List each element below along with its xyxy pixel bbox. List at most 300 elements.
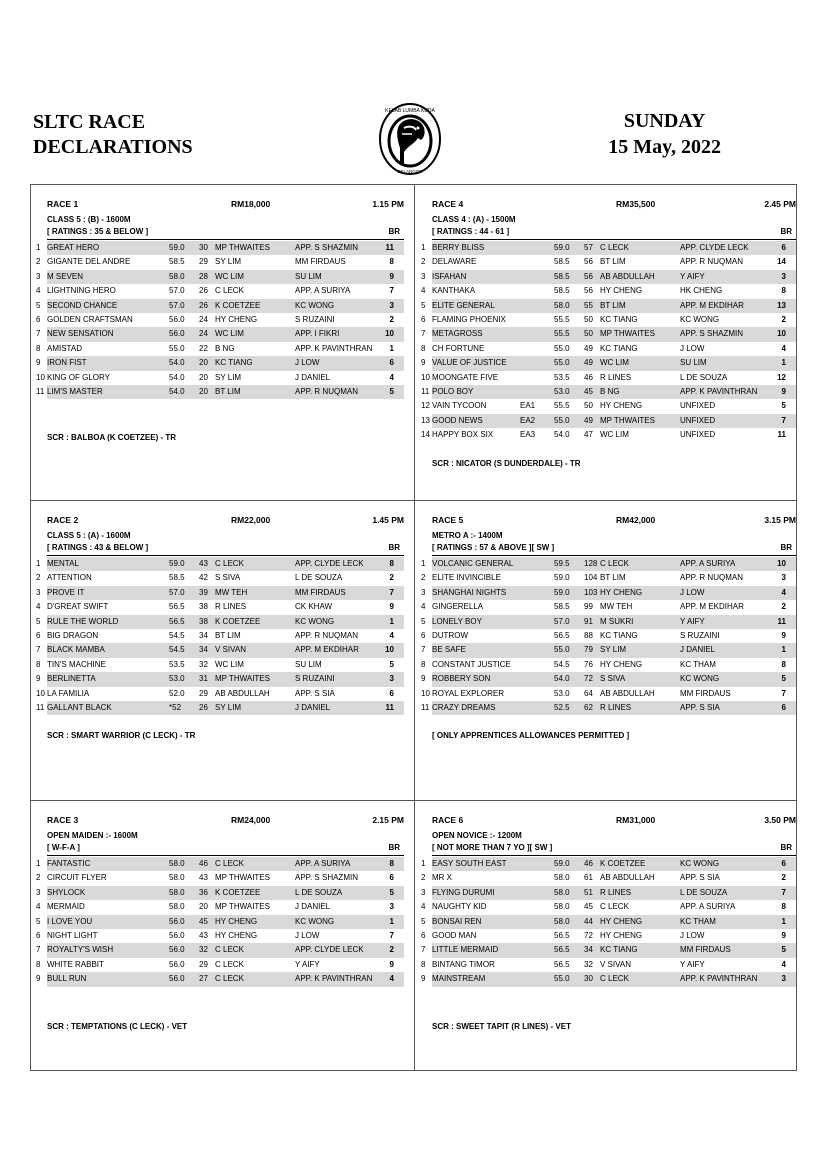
handicap-weight: 55.0 bbox=[554, 358, 570, 368]
barrier-draw: 8 bbox=[781, 286, 786, 296]
handicap-weight: 53.5 bbox=[169, 659, 185, 669]
trainer-name: C LECK bbox=[215, 974, 244, 984]
horse-rating: 20 bbox=[199, 372, 208, 382]
trainer-name: R LINES bbox=[600, 372, 632, 382]
runner-row bbox=[36, 857, 404, 871]
handicap-weight: 54.5 bbox=[554, 659, 570, 669]
handicap-weight: 59.0 bbox=[554, 587, 570, 597]
jockey-name: Y AIFY bbox=[680, 271, 705, 281]
horse-rating: 72 bbox=[584, 674, 593, 684]
runner-number: 1 bbox=[421, 559, 426, 568]
handicap-weight: 58.0 bbox=[169, 873, 185, 883]
runner-list bbox=[421, 857, 796, 987]
jockey-name: APP. S SHAZMIN bbox=[295, 873, 358, 883]
runner-row bbox=[36, 886, 404, 900]
trainer-name: WC LIM bbox=[600, 358, 629, 368]
runner-row bbox=[36, 972, 404, 986]
trainer-name: AB ABDULLAH bbox=[215, 688, 270, 698]
race-rating: [ RATINGS : 35 & BELOW ] bbox=[47, 227, 149, 236]
race-prize: RM22,000 bbox=[231, 515, 271, 525]
runner-row bbox=[421, 284, 796, 298]
race-name: RACE 6 bbox=[432, 815, 464, 825]
horse-rating: 30 bbox=[584, 974, 593, 984]
barrier-draw: 14 bbox=[777, 257, 786, 267]
runner-number: 3 bbox=[36, 271, 41, 281]
horse-rating: 22 bbox=[199, 343, 208, 353]
scratching-note: [ ONLY APPRENTICES ALLOWANCES PERMITTED ] bbox=[432, 731, 630, 740]
runner-number: 6 bbox=[421, 930, 426, 940]
runner-row bbox=[36, 943, 404, 957]
horse-rating: 36 bbox=[199, 887, 208, 897]
runner-row bbox=[421, 943, 796, 957]
horse-name: GREAT HERO bbox=[47, 243, 100, 252]
barrier-draw: 3 bbox=[389, 902, 394, 912]
trainer-name: BT LIM bbox=[600, 573, 626, 583]
runner-number: 6 bbox=[36, 630, 41, 640]
runner-row bbox=[36, 615, 404, 629]
handicap-weight: 54.0 bbox=[169, 358, 185, 368]
barrier-draw: 9 bbox=[389, 602, 394, 612]
jockey-name: APP. A SURIYA bbox=[295, 859, 351, 868]
barrier-draw: 5 bbox=[781, 401, 786, 411]
header-title bbox=[33, 110, 193, 160]
handicap-weight: 58.0 bbox=[169, 859, 185, 868]
handicap-weight: *52 bbox=[169, 702, 182, 712]
horse-name: VALUE OF JUSTICE bbox=[432, 358, 507, 368]
runner-row bbox=[421, 327, 796, 341]
jockey-name: KC WONG bbox=[680, 674, 720, 684]
horse-name: SHANGHAI NIGHTS bbox=[432, 587, 507, 597]
handicap-weight: 57.0 bbox=[554, 616, 570, 626]
title-line-1: SLTC RACE bbox=[33, 111, 146, 133]
barrier-draw: 7 bbox=[389, 587, 394, 597]
horse-name: TIN'S MACHINE bbox=[47, 659, 106, 669]
horse-rating: 34 bbox=[199, 645, 208, 655]
jockey-name: L DE SOUZA bbox=[295, 887, 343, 897]
runner-number: 2 bbox=[421, 257, 426, 267]
runner-row bbox=[36, 600, 404, 614]
jockey-name: J DANIEL bbox=[295, 702, 331, 712]
horse-name: ELITE GENERAL bbox=[432, 300, 495, 310]
trainer-name: MP THWAITES bbox=[215, 902, 270, 912]
horse-rating: 38 bbox=[199, 616, 208, 626]
horse-rating: 34 bbox=[584, 945, 593, 955]
handicap-weight: 58.0 bbox=[554, 887, 570, 897]
runner-number: 3 bbox=[36, 587, 41, 597]
runner-number: 11 bbox=[36, 386, 45, 396]
runner-number: 6 bbox=[421, 314, 426, 324]
runner-number: 6 bbox=[36, 314, 41, 324]
runner-row bbox=[36, 385, 404, 399]
runner-row bbox=[421, 687, 796, 701]
trainer-name: HY CHENG bbox=[215, 916, 258, 926]
runner-number: 7 bbox=[421, 945, 426, 955]
race-prize: RM24,000 bbox=[231, 815, 271, 825]
horse-name: BLACK MAMBA bbox=[47, 645, 105, 655]
horse-rating: 46 bbox=[584, 859, 593, 868]
race-class: OPEN MAIDEN :- 1600M bbox=[47, 831, 138, 840]
barrier-draw: 2 bbox=[389, 945, 394, 955]
trainer-name: S SIVA bbox=[215, 573, 241, 583]
horse-name: GIGANTE DEL ANDRE bbox=[47, 257, 131, 267]
grid-divider-vertical bbox=[414, 185, 415, 1070]
barrier-draw: 7 bbox=[389, 930, 394, 940]
race-panel-6 bbox=[421, 815, 796, 1115]
runner-row bbox=[421, 958, 796, 972]
horse-rating: 29 bbox=[199, 959, 208, 969]
jockey-name: APP. M EKDIHAR bbox=[295, 645, 359, 655]
horse-rating: 76 bbox=[584, 659, 593, 669]
race-panel-3 bbox=[36, 515, 404, 815]
trainer-name: HY CHENG bbox=[215, 930, 258, 940]
jockey-name: APP. CLYDE LECK bbox=[295, 559, 364, 568]
horse-rating: 99 bbox=[584, 602, 593, 612]
horse-name: POLO BOY bbox=[432, 386, 474, 396]
handicap-weight: 54.0 bbox=[554, 430, 570, 440]
horse-rating: 50 bbox=[584, 314, 593, 324]
jockey-name: MM FIRDAUS bbox=[295, 587, 346, 597]
handicap-weight: 55.0 bbox=[554, 415, 570, 425]
horse-name: KANTHAKA bbox=[432, 286, 476, 296]
handicap-weight: 52.5 bbox=[554, 702, 570, 712]
handicap-weight: 58.0 bbox=[554, 300, 570, 310]
race-name: RACE 1 bbox=[47, 199, 79, 209]
horse-rating: 104 bbox=[584, 573, 598, 583]
runner-number: 9 bbox=[421, 974, 426, 984]
runner-row bbox=[421, 672, 796, 686]
jockey-name: APP. M EKDIHAR bbox=[680, 300, 744, 310]
race-header bbox=[47, 199, 404, 213]
barrier-draw: 10 bbox=[777, 559, 786, 568]
barrier-draw: 8 bbox=[781, 902, 786, 912]
runner-number: 7 bbox=[36, 329, 41, 339]
handicap-weight: 54.0 bbox=[169, 386, 185, 396]
runner-number: 14 bbox=[421, 430, 430, 440]
runner-row bbox=[421, 701, 796, 715]
runner-row bbox=[421, 886, 796, 900]
jockey-name: APP. CLYDE LECK bbox=[680, 243, 749, 252]
jockey-name: UNFIXED bbox=[680, 401, 716, 411]
barrier-draw: 5 bbox=[389, 659, 394, 669]
race-header bbox=[432, 815, 796, 829]
jockey-name: SU LIM bbox=[295, 659, 322, 669]
barrier-draw: 12 bbox=[777, 372, 786, 382]
horse-rating: 26 bbox=[199, 702, 208, 712]
trainer-name: HY CHENG bbox=[600, 286, 643, 296]
jockey-name: J LOW bbox=[295, 358, 320, 368]
horse-name: HAPPY BOX SIX bbox=[432, 430, 494, 440]
horse-rating: 43 bbox=[199, 873, 208, 883]
club-logo bbox=[374, 100, 446, 178]
scratching-note: SCR : SMART WARRIOR (C LECK) - TR bbox=[47, 731, 196, 740]
runner-row bbox=[36, 571, 404, 585]
runner-row bbox=[421, 643, 796, 657]
race-panel-1 bbox=[36, 199, 404, 499]
barrier-draw: 4 bbox=[781, 959, 786, 969]
emergency-acceptor: EA2 bbox=[520, 415, 536, 425]
handicap-weight: 56.5 bbox=[554, 959, 570, 969]
trainer-name: MP THWAITES bbox=[215, 873, 270, 883]
handicap-weight: 56.0 bbox=[169, 930, 185, 940]
runner-row bbox=[421, 255, 796, 269]
runner-list bbox=[36, 241, 404, 399]
horse-name: VAIN TYCOON bbox=[432, 401, 487, 411]
barrier-header: BR bbox=[388, 227, 400, 236]
barrier-draw: 3 bbox=[781, 271, 786, 281]
handicap-weight: 57.0 bbox=[169, 587, 185, 597]
trainer-name: B NG bbox=[215, 343, 235, 353]
horse-rating: 26 bbox=[199, 286, 208, 296]
barrier-draw: 13 bbox=[777, 300, 786, 310]
jockey-name: SU LIM bbox=[295, 271, 322, 281]
trainer-name: V SIVAN bbox=[215, 645, 246, 655]
runner-number: 5 bbox=[36, 616, 41, 626]
runner-number: 2 bbox=[36, 257, 41, 267]
horse-rating: 88 bbox=[584, 630, 593, 640]
race-rating-row bbox=[47, 543, 404, 556]
horse-name: CONSTANT JUSTICE bbox=[432, 659, 511, 669]
runner-row bbox=[36, 371, 404, 385]
horse-rating: 45 bbox=[584, 902, 593, 912]
race-panel-4 bbox=[421, 515, 796, 815]
runner-row bbox=[421, 915, 796, 929]
handicap-weight: 54.5 bbox=[169, 630, 185, 640]
horse-rating: 20 bbox=[199, 358, 208, 368]
handicap-weight: 58.5 bbox=[554, 271, 570, 281]
handicap-weight: 59.0 bbox=[554, 859, 570, 868]
scratching-note: SCR : SWEET TAPIT (R LINES) - VET bbox=[432, 1022, 571, 1031]
title-line-2: DECLARATIONS bbox=[33, 136, 193, 158]
runner-row bbox=[36, 327, 404, 341]
horse-name: ROYALTY'S WISH bbox=[47, 945, 114, 955]
handicap-weight: 59.0 bbox=[554, 573, 570, 583]
runner-number: 4 bbox=[421, 602, 426, 612]
race-time: 2.45 PM bbox=[764, 199, 796, 209]
trainer-name: C LECK bbox=[215, 559, 244, 568]
horse-name: KING OF GLORY bbox=[47, 372, 110, 382]
jockey-name: KC WONG bbox=[295, 916, 335, 926]
horse-name: GOOD MAN bbox=[432, 930, 477, 940]
horse-rating: 30 bbox=[199, 243, 208, 252]
trainer-name: C LECK bbox=[600, 974, 629, 984]
barrier-draw: 3 bbox=[781, 573, 786, 583]
horse-name: CH FORTUNE bbox=[432, 343, 485, 353]
jockey-name: MM FIRDAUS bbox=[680, 945, 731, 955]
race-class: METRO A :- 1400M bbox=[432, 531, 503, 540]
trainer-name: MP THWAITES bbox=[600, 329, 655, 339]
horse-rating: 91 bbox=[584, 616, 593, 626]
runner-row bbox=[421, 342, 796, 356]
runner-row bbox=[36, 629, 404, 643]
horse-name: LIGHTNING HERO bbox=[47, 286, 116, 296]
horse-name: SECOND CHANCE bbox=[47, 300, 118, 310]
jockey-name: APP. K PAVINTHRAN bbox=[295, 343, 373, 353]
trainer-name: C LECK bbox=[215, 959, 244, 969]
runner-row bbox=[36, 284, 404, 298]
runner-number: 7 bbox=[421, 329, 426, 339]
horse-name: GOLDEN CRAFTSMAN bbox=[47, 314, 133, 324]
horse-rating: 56 bbox=[584, 286, 593, 296]
race-rating: [ RATINGS : 57 & ABOVE ][ SW ] bbox=[432, 543, 555, 552]
runner-number: 10 bbox=[36, 688, 45, 698]
runner-number: 4 bbox=[421, 902, 426, 912]
horse-name: PROVE IT bbox=[47, 587, 85, 597]
runner-row bbox=[36, 356, 404, 370]
barrier-draw: 3 bbox=[389, 674, 394, 684]
jockey-name: APP. R NUQMAN bbox=[680, 257, 743, 267]
barrier-header: BR bbox=[780, 227, 792, 236]
horse-name: LITTLE MERMAID bbox=[432, 945, 499, 955]
jockey-name: APP. A SURIYA bbox=[295, 286, 351, 296]
barrier-draw: 9 bbox=[781, 930, 786, 940]
horse-rating: 62 bbox=[584, 702, 593, 712]
horse-name: EASY SOUTH EAST bbox=[432, 859, 507, 868]
runner-row bbox=[36, 958, 404, 972]
jockey-name: APP. M EKDIHAR bbox=[680, 602, 744, 612]
horse-name: ATTENTION bbox=[47, 573, 92, 583]
barrier-draw: 9 bbox=[781, 630, 786, 640]
jockey-name: MM FIRDAUS bbox=[680, 688, 731, 698]
runner-list bbox=[421, 557, 796, 715]
jockey-name: J DANIEL bbox=[295, 902, 331, 912]
race-prize: RM31,000 bbox=[616, 815, 656, 825]
logo-text-top: KELAB LUMBA KUDA bbox=[385, 108, 435, 114]
jockey-name: CK KHAW bbox=[295, 602, 333, 612]
barrier-draw: 6 bbox=[781, 702, 786, 712]
handicap-weight: 56.5 bbox=[554, 930, 570, 940]
barrier-draw: 6 bbox=[781, 243, 786, 252]
race-time: 3.15 PM bbox=[764, 515, 796, 525]
race-rating: [ W-F-A ] bbox=[47, 843, 80, 852]
horse-name: M SEVEN bbox=[47, 271, 84, 281]
jockey-name: L DE SOUZA bbox=[680, 372, 728, 382]
runner-number: 11 bbox=[421, 702, 430, 712]
barrier-draw: 6 bbox=[781, 859, 786, 868]
trainer-name: K COETZEE bbox=[215, 887, 261, 897]
trainer-name: C LECK bbox=[215, 286, 244, 296]
header-date-block bbox=[608, 108, 721, 160]
horse-rating: 79 bbox=[584, 645, 593, 655]
runner-number: 10 bbox=[421, 372, 430, 382]
trainer-name: MP THWAITES bbox=[600, 415, 655, 425]
barrier-draw: 2 bbox=[389, 573, 394, 583]
jockey-name: J LOW bbox=[680, 587, 705, 597]
barrier-draw: 8 bbox=[389, 559, 394, 568]
trainer-name: HY CHENG bbox=[600, 930, 643, 940]
horse-name: LA FAMILIA bbox=[47, 688, 90, 698]
runner-number: 9 bbox=[36, 974, 41, 984]
trainer-name: AB ABDULLAH bbox=[600, 271, 655, 281]
runner-row bbox=[36, 658, 404, 672]
trainer-name: BT LIM bbox=[600, 257, 626, 267]
horse-rating: 49 bbox=[584, 343, 593, 353]
handicap-weight: 53.5 bbox=[554, 372, 570, 382]
handicap-weight: 55.0 bbox=[554, 974, 570, 984]
runner-number: 4 bbox=[36, 902, 41, 912]
race-prize: RM42,000 bbox=[616, 515, 656, 525]
horse-rating: 46 bbox=[584, 372, 593, 382]
runner-number: 9 bbox=[36, 674, 41, 684]
barrier-draw: 11 bbox=[385, 243, 394, 252]
barrier-draw: 3 bbox=[389, 300, 394, 310]
horse-rating: 55 bbox=[584, 300, 593, 310]
race-day: SUNDAY bbox=[623, 110, 706, 132]
handicap-weight: 58.5 bbox=[169, 257, 185, 267]
handicap-weight: 55.5 bbox=[554, 329, 570, 339]
race-rating-row bbox=[432, 843, 796, 856]
handicap-weight: 54.0 bbox=[169, 372, 185, 382]
horse-name: BULL RUN bbox=[47, 974, 87, 984]
trainer-name: BT LIM bbox=[600, 300, 626, 310]
jockey-name: S RUZAINI bbox=[295, 674, 335, 684]
race-time: 2.15 PM bbox=[372, 815, 404, 825]
horse-rating: 27 bbox=[199, 974, 208, 984]
horse-rating: 50 bbox=[584, 329, 593, 339]
runner-row bbox=[36, 687, 404, 701]
runner-number: 8 bbox=[36, 959, 41, 969]
jockey-name: KC THAM bbox=[680, 659, 716, 669]
runner-row bbox=[421, 629, 796, 643]
horse-name: CIRCUIT FLYER bbox=[47, 873, 107, 883]
trainer-name: C LECK bbox=[215, 945, 244, 955]
runner-number: 2 bbox=[421, 573, 426, 583]
horse-rating: 31 bbox=[199, 674, 208, 684]
horse-name: WHITE RABBIT bbox=[47, 959, 104, 969]
runner-number: 8 bbox=[36, 659, 41, 669]
trainer-name: HY CHENG bbox=[600, 401, 643, 411]
runner-number: 3 bbox=[421, 887, 426, 897]
runner-number: 2 bbox=[36, 573, 41, 583]
jockey-name: KC WONG bbox=[680, 859, 720, 868]
jockey-name: APP. S SIA bbox=[680, 702, 720, 712]
trainer-name: S SIVA bbox=[600, 674, 626, 684]
jockey-name: APP. CLYDE LECK bbox=[295, 945, 364, 955]
barrier-draw: 9 bbox=[389, 271, 394, 281]
jockey-name: Y AIFY bbox=[295, 959, 320, 969]
horse-rating: 103 bbox=[584, 587, 598, 597]
horse-name: VOLCANIC GENERAL bbox=[432, 559, 514, 568]
runner-row bbox=[421, 399, 796, 413]
runner-row bbox=[36, 871, 404, 885]
trainer-name: B NG bbox=[600, 386, 620, 396]
horse-name: GALLANT BLACK bbox=[47, 702, 112, 712]
horse-name: LIM'S MASTER bbox=[47, 386, 103, 396]
race-panel-5 bbox=[36, 815, 404, 1115]
horse-name: DUTROW bbox=[432, 630, 468, 640]
jockey-name: UNFIXED bbox=[680, 430, 716, 440]
race-rating-row bbox=[47, 227, 404, 240]
handicap-weight: 56.5 bbox=[169, 616, 185, 626]
barrier-draw: 1 bbox=[781, 645, 786, 655]
barrier-draw: 10 bbox=[385, 329, 394, 339]
barrier-header: BR bbox=[780, 843, 792, 852]
horse-rating: 57 bbox=[584, 243, 593, 252]
runner-row bbox=[36, 672, 404, 686]
horse-name: IRON FIST bbox=[47, 358, 87, 368]
handicap-weight: 55.0 bbox=[169, 343, 185, 353]
race-header bbox=[47, 515, 404, 529]
jockey-name: S RUZAINI bbox=[680, 630, 720, 640]
barrier-draw: 8 bbox=[389, 257, 394, 267]
horse-rating: 28 bbox=[199, 271, 208, 281]
runner-number: 4 bbox=[36, 602, 41, 612]
race-rating: [ NOT MORE THAN 7 YO ][ SW ] bbox=[432, 843, 553, 852]
jockey-name: KC THAM bbox=[680, 916, 716, 926]
race-class: CLASS 5 : (B) - 1600M bbox=[47, 215, 131, 224]
jockey-name: KC WONG bbox=[295, 300, 335, 310]
jockey-name: S RUZAINI bbox=[295, 314, 335, 324]
trainer-name: SY LIM bbox=[600, 645, 627, 655]
